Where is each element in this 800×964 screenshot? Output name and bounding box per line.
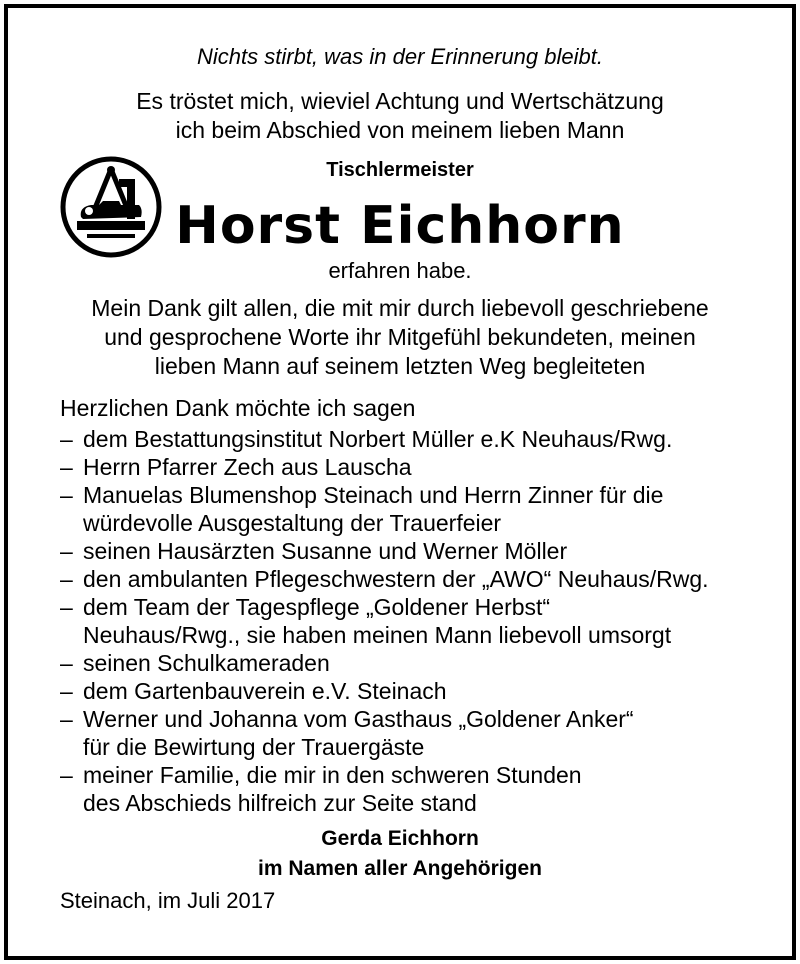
list-item-text: Manuelas Blumenshop Steinach und Herrn Zinner für die würdevolle Ausgestaltung der Trauerfeier — [83, 482, 664, 536]
list-item-text: Herrn Pfarrer Zech aus Lauscha — [83, 454, 412, 480]
thanks-text — [0, 294, 800, 381]
intro-line: Es tröstet mich, wieviel Achtung und Wertschätzung — [136, 88, 664, 114]
list-item — [60, 481, 709, 537]
thanks-list — [60, 425, 709, 817]
list-item — [60, 677, 709, 705]
list-item — [60, 565, 709, 593]
signature-name: Gerda Eichhorn — [321, 827, 479, 850]
list-dash: – — [60, 538, 73, 564]
list-item — [60, 705, 709, 761]
list-dash: – — [60, 426, 73, 452]
list-item — [60, 453, 709, 481]
signature — [0, 824, 800, 884]
list-dash: – — [60, 594, 73, 620]
list-item-text: dem Team der Tagespflege „Goldener Herbst“ Neuhaus/Rwg., sie haben meinen Mann liebevoll umsorgt — [83, 594, 672, 648]
motto: Nichts stirbt, was in der Erinnerung bleibt. — [197, 44, 603, 69]
list-item — [60, 649, 709, 677]
place-date: Steinach, im Juli 2017 — [60, 888, 276, 913]
list-dash: – — [60, 482, 73, 508]
list-item-text: den ambulanten Pflegeschwestern der „AWO“ Neuhaus/Rwg. — [83, 566, 709, 592]
list-dash: – — [60, 650, 73, 676]
list-item-text: dem Bestattungsinstitut Norbert Müller e.K Neuhaus/Rwg. — [83, 426, 673, 452]
list-item — [60, 761, 709, 817]
thanks-line: Mein Dank gilt allen, die mit mir durch liebevoll geschriebene — [91, 295, 709, 321]
intro-line: ich beim Abschied von meinem lieben Mann — [175, 117, 625, 143]
profession: Tischlermeister — [326, 159, 474, 181]
list-item-text: seinen Schulkameraden — [83, 650, 330, 676]
list-item-text: dem Gartenbauverein e.V. Steinach — [83, 678, 447, 704]
deceased-name: Horst Eichhorn — [175, 196, 625, 256]
signature-note: im Namen aller Angehörigen — [258, 857, 542, 880]
thanks-line: lieben Mann auf seinem letzten Weg begleiteten — [154, 353, 646, 379]
thanks-line: und gesprochene Worte ihr Mitgefühl bekundeten, meinen — [104, 324, 696, 350]
suffix-text: erfahren habe. — [328, 258, 472, 283]
list-dash: – — [60, 762, 73, 788]
list-dash: – — [60, 678, 73, 704]
list-item-text: meiner Familie, die mir in den schweren Stunden des Abschieds hilfreich zur Seite stand — [83, 762, 582, 816]
list-item — [60, 593, 709, 649]
list-dash: – — [60, 706, 73, 732]
list-item — [60, 425, 709, 453]
list-item — [60, 537, 709, 565]
list-item-text: Werner und Johanna vom Gasthaus „Goldener Anker“ für die Bewirtung der Trauergäste — [83, 706, 634, 760]
list-dash: – — [60, 454, 73, 480]
list-heading: Herzlichen Dank möchte ich sagen — [60, 395, 416, 421]
intro-text — [0, 87, 800, 145]
list-dash: – — [60, 566, 73, 592]
list-item-text: seinen Hausärzten Susanne und Werner Möller — [83, 538, 568, 564]
